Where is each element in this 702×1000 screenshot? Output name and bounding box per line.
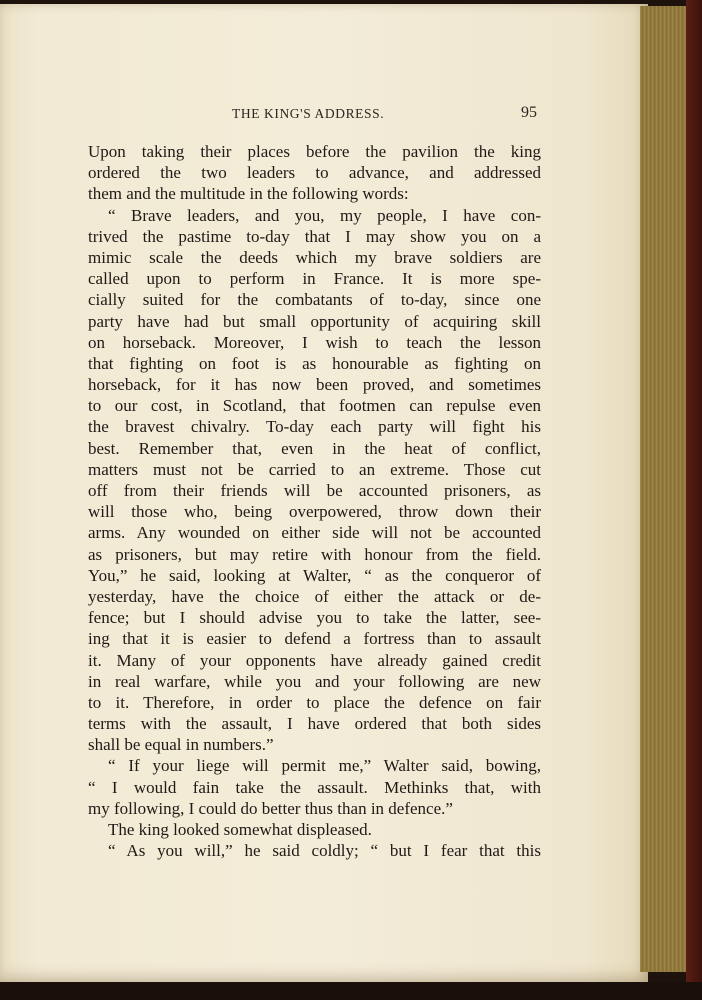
- text-line: on horseback. Moreover, I wish to teach the lesson: [88, 332, 541, 352]
- text-line: matters must not be carried to an extreme. Those cut: [88, 459, 541, 479]
- text-line: them and the multitude in the following words:: [88, 184, 409, 204]
- text-line: off from their friends will be accounted prisoners, as: [88, 481, 541, 500]
- text-line: ordered the two leaders to advance, and addressed: [88, 163, 541, 183]
- running-title: THE KING'S ADDRESS.: [232, 106, 385, 121]
- text-line: as prisoners, but may retire with honour from the field.: [88, 544, 541, 564]
- text-line: cially suited for the combatants of to-day, since one: [88, 290, 541, 310]
- book-cover-edge: [686, 0, 702, 1000]
- body-text: [88, 141, 541, 861]
- text-line: my following, I could do better thus than in defence.”: [88, 798, 453, 818]
- text-line: the bravest chivalry. To-day each party will fight his: [88, 417, 541, 437]
- text-line: that fighting on foot is as honourable as fighting on: [88, 353, 541, 373]
- text-line: You,” he said, looking at Walter, “ as the conqueror of: [88, 565, 541, 585]
- text-line: party have had but small opportunity of acquiring skill: [88, 311, 541, 331]
- text-line: will those who, being overpowered, throw down their: [88, 502, 541, 522]
- text-line: shall be equal in numbers.”: [88, 735, 274, 755]
- text-line: to our cost, in Scotland, that footmen can repulse even: [88, 396, 541, 416]
- text-line: yesterday, have the choice of either the attack or de-: [88, 586, 541, 606]
- text-line: The king looked somewhat displeased.: [108, 820, 372, 839]
- text-line: trived the pastime to-day that I may show you on a: [88, 226, 541, 246]
- running-head: [0, 104, 640, 126]
- text-line: best. Remember that, even in the heat of conflict,: [88, 438, 541, 458]
- text-line: “ If your liege will permit me,” Walter said, bowing,: [108, 756, 541, 776]
- text-line: in real warfare, while you and your following are new: [88, 671, 541, 691]
- text-line: “ As you will,” he said coldly; “ but I fear that this: [108, 841, 541, 861]
- text-line: terms with the assault, I have ordered that both sides: [88, 714, 541, 734]
- text-line: called upon to perform in France. It is more spe-: [88, 269, 541, 289]
- text-line: fence; but I should advise you to take the latter, see-: [88, 608, 541, 628]
- bottom-shadow: [0, 982, 702, 1000]
- text-line: arms. Any wounded on either side will not be accounted: [88, 523, 541, 543]
- book-page-edges: [640, 6, 686, 972]
- text-line: Upon taking their places before the pavilion the king: [88, 142, 541, 161]
- text-line: to it. Therefore, in order to place the defence on fair: [88, 692, 541, 712]
- text-line: horseback, for it has now been proved, and sometimes: [88, 375, 541, 395]
- text-line: ing that it is easier to defend a fortress than to assault: [88, 629, 541, 649]
- text-line: “ I would fain take the assault. Methinks that, with: [88, 777, 541, 797]
- text-line: it. Many of your opponents have already gained credit: [88, 650, 541, 670]
- page-number: 95: [521, 104, 537, 121]
- text-line: mimic scale the deeds which my brave soldiers are: [88, 247, 541, 267]
- text-line: “ Brave leaders, and you, my people, I have con-: [108, 205, 541, 225]
